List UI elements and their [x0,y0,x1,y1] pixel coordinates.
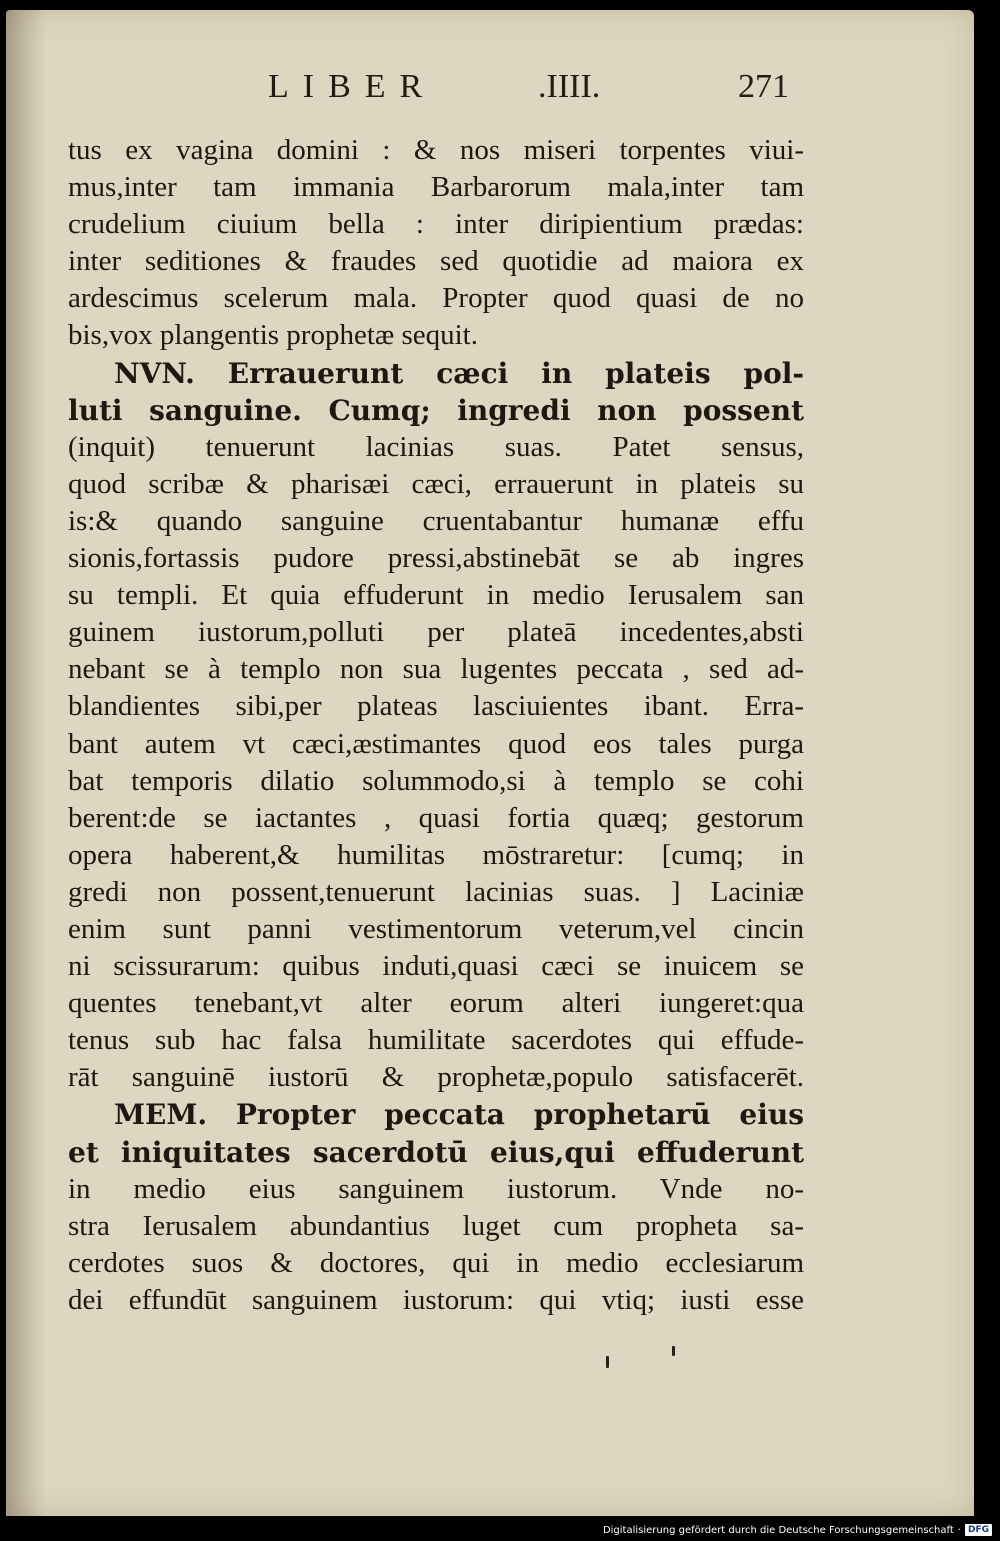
text-line: bant autem vt cæci,æstimantes quod eos tales purga [68,727,804,760]
text-line: et iniquitates sacerdotū eius,qui effuderunt [68,1135,804,1169]
ink-speck [606,1356,609,1368]
page-number: 271 [738,68,789,105]
text-line: sionis,fortassis pudore pressi,abstinebāt se ab ingres [68,542,804,575]
text-line: is:& quando sanguine cruentabantur humanæ effu [68,504,804,537]
text-line: crudelium ciuium bella : inter diripientium prædas: [68,208,804,241]
text-line: luti sanguine. Cumq; ingredi non possent [68,393,804,427]
text-line: nebant se à templo non sua lugentes peccata , sed ad- [68,653,804,686]
text-line: rāt sanguinē iustorū & prophetæ,populo satisfacerēt. [68,1061,804,1094]
text-line: bis,vox plangentis prophetæ sequit. [68,319,478,352]
page-footer [603,1524,992,1536]
text-line: cerdotes suos & doctores, qui in medio ecclesiarum [68,1246,804,1279]
text-line: quentes tenebant,vt alter eorum alteri iungeret:qua [68,987,804,1020]
dfg-logo: DFG [965,1524,992,1536]
text-line: dei effundūt sanguinem iustorum: qui vtiq; iusti esse [68,1283,804,1316]
ink-speck [672,1346,675,1356]
text-line: quod scribæ & pharisæi cæci, errauerunt in plateis su [68,467,804,500]
text-line: in medio eius sanguinem iustorum. Vnde no- [68,1172,804,1205]
text-line: (inquit) tenuerunt lacinias suas. Patet sensus, [68,430,804,463]
text-line: tenus sub hac falsa humilitate sacerdotes qui effude- [68,1024,804,1057]
text-line: inter seditiones & fraudes sed quotidie ad maiora ex [68,245,804,278]
text-line: NVN. Errauerunt cæci in plateis pol- [114,356,804,390]
digitization-credit: Digitalisierung gefördert durch die Deutsche Forschungsgemeinschaft [602,1524,954,1536]
text-line: guinem iustorum,polluti per plateā incedentes,absti [68,616,804,649]
text-line: gredi non possent,tenuerunt lacinias suas. ] Laciniæ [68,875,804,908]
page-header [6,68,974,108]
text-line: bat temporis dilatio solummodo,si à templo se cohi [68,764,804,797]
running-head: LIBER [268,68,437,105]
book-page [6,10,974,1516]
text-line: ardescimus scelerum mala. Propter quod quasi de no [68,282,804,315]
text-line: su templi. Et quia effuderunt in medio Ierusalem san [68,579,804,612]
text-line: stra Ierusalem abundantius luget cum propheta sa- [68,1209,804,1242]
text-line: enim sunt panni vestimentorum veterum,vel cincin [68,912,804,945]
text-line: opera haberent,& humilitas mōstraretur: [cumq; in [68,838,804,871]
text-line: mus,inter tam immania Barbarorum mala,inter tam [68,171,804,204]
text-line: tus ex vagina domini : & nos miseri torpentes viui- [68,134,804,166]
text-line: MEM. Propter peccata prophetarū eius [114,1098,804,1132]
chapter-number: .IIII. [538,68,601,105]
text-block [68,132,804,1319]
text-line: ni scissurarum: quibus induti,quasi cæci se inuicem se [68,950,804,983]
text-line: blandientes sibi,per plateas lasciuientes ibant. Erra- [68,690,804,723]
footer-separator: · [957,1524,961,1536]
text-line: berent:de se iactantes , quasi fortia quæq; gestorum [68,801,804,834]
